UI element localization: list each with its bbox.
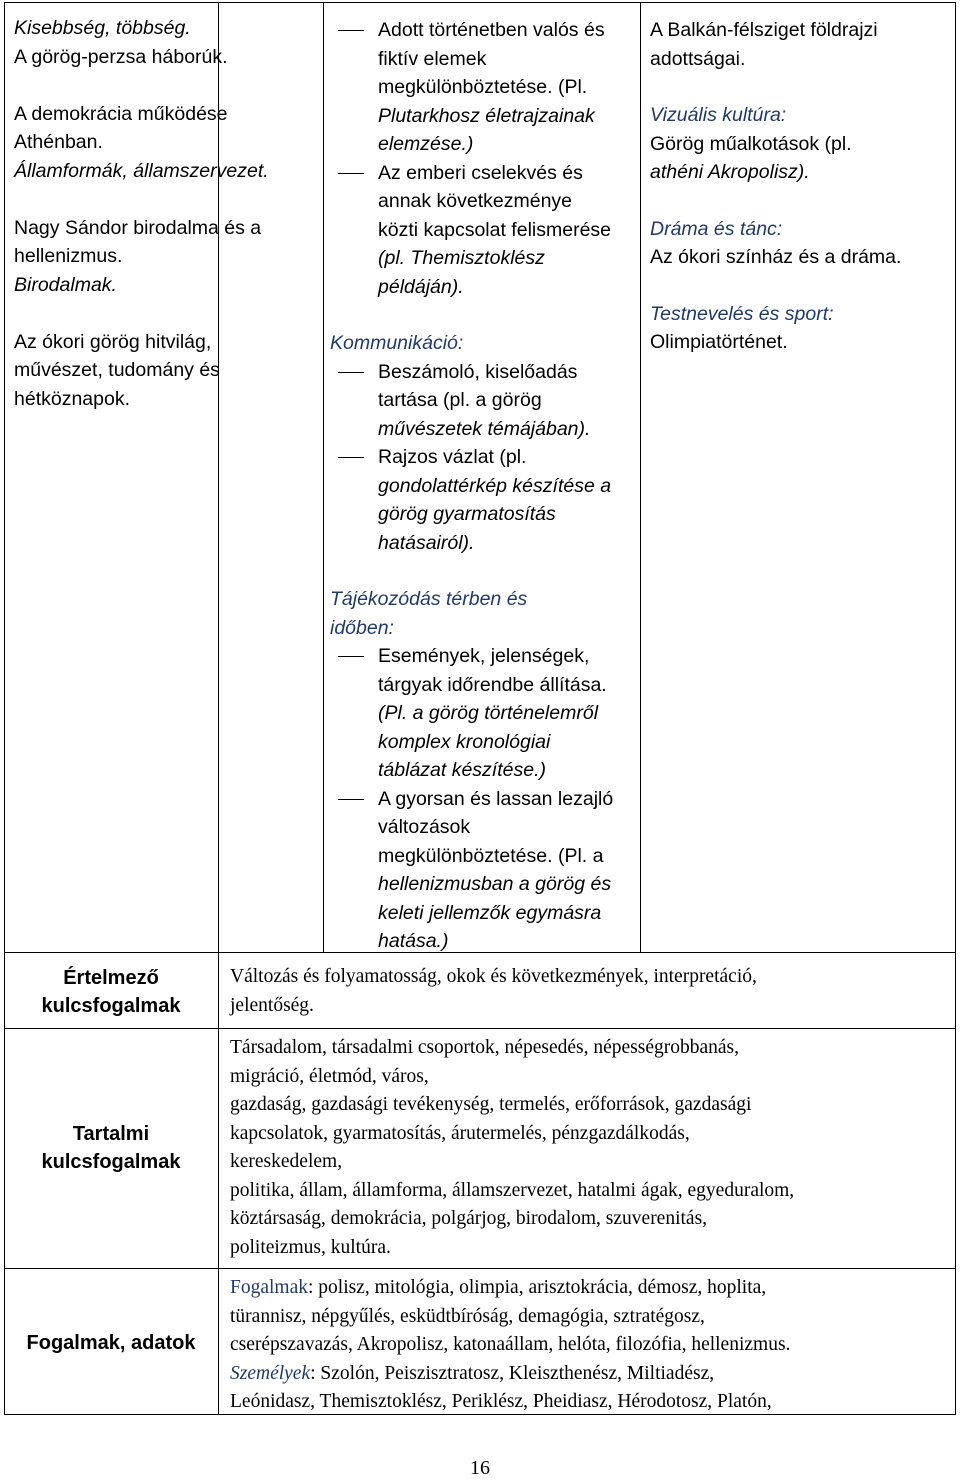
topic-line-text — [14, 74, 19, 96]
spacer — [650, 272, 901, 300]
topic-line — [14, 328, 269, 357]
topic-line — [14, 299, 269, 328]
dev-task-line — [330, 102, 613, 131]
tartalmi-line-text: gazdaság, gazdasági tevékenység, termelés, erőforrások, gazdasági — [230, 1094, 752, 1115]
tajekozodas-line-text: táblázat készítése.) — [378, 759, 546, 781]
tartalmi-label-line-1: Tartalmi — [72, 1123, 150, 1145]
topic-line — [14, 157, 269, 186]
tajekozodas-line — [330, 927, 613, 956]
dev-task-line — [330, 45, 613, 74]
dev-task-line-text: Az emberi cselekvés és — [378, 161, 583, 184]
tajekozodas-heading-line-2: időben: — [330, 616, 394, 639]
tajekozodas-line — [330, 813, 613, 842]
dev-task-line — [330, 187, 613, 216]
tartalmi-line-text: politika, állam, államforma, államszervezet, hatalmi ágak, egyeduralom, — [230, 1179, 795, 1201]
tartalmi-line-text: kapcsolatok, gyarmatosítás, árutermelés, pénzgazdálkodás, — [230, 1122, 690, 1144]
ertelmezo-line-text: jelentőség. — [230, 994, 314, 1016]
tajekozodas-line-text: hatása.) — [378, 930, 449, 952]
spacer — [650, 73, 901, 101]
topic-line-text: Az ókori görög hitvilág, — [14, 330, 212, 353]
drama-heading: Dráma és tánc: — [650, 217, 783, 240]
dev-task-line — [330, 73, 613, 102]
topics-column — [14, 14, 269, 413]
tajekozodas-line — [330, 699, 613, 728]
dash-bullet — [338, 457, 364, 458]
kommunikacio-line — [330, 472, 613, 501]
geo-line-1: A Balkán-félsziget földrajzi — [650, 19, 878, 41]
kommunikacio-line-text: művészetek témájában). — [378, 417, 591, 440]
tartalmi-content — [230, 1034, 794, 1262]
kommunikacio-line-text: tartása (pl. a görög — [378, 389, 542, 411]
tartalmi-line — [230, 1234, 794, 1263]
tartalmi-line-text: politeizmus, kultúra. — [230, 1236, 391, 1258]
dev-task-line-text: Adott történetben valós és — [378, 19, 605, 41]
fogalmak-line-2: türannisz, népgyűlés, esküdtbíróság, demagógia, sztratégosz, — [230, 1305, 705, 1327]
tajekozodas-line — [330, 671, 613, 700]
kommunikacio-line — [330, 358, 613, 387]
row-divider-fogalmak — [4, 1268, 956, 1269]
drama-text: Az ókori színház és a dráma. — [650, 246, 902, 268]
topic-line — [14, 100, 269, 129]
topic-line — [14, 128, 269, 157]
tajekozodas-line — [330, 842, 613, 871]
tartalmi-line-text: migráció, életmód, város, — [230, 1065, 429, 1087]
tajekozodas-line — [330, 756, 613, 785]
topic-line-text: A görög-perzsa háborúk. — [14, 45, 228, 68]
kommunikacio-line — [330, 415, 613, 444]
kommunikacio-line — [330, 500, 613, 529]
topic-line-text: Kisebbség, többség. — [14, 17, 191, 39]
fogalmak-label-text: Fogalmak, adatok — [26, 1332, 196, 1354]
tajekozodas-line-text: változások — [378, 816, 471, 838]
dash-bullet — [338, 30, 364, 31]
kommunikacio-line-text: Beszámoló, kiselőadás — [378, 360, 578, 383]
tajekozodas-line-text: megkülönböztetése. (Pl. a — [378, 844, 604, 867]
tajekozodas-line — [330, 642, 613, 671]
topic-line — [14, 271, 269, 300]
spacer — [330, 557, 613, 585]
tartalmi-line — [230, 1063, 794, 1092]
tartalmi-line — [230, 1177, 794, 1206]
ertelmezo-line-text: Változás és folyamatosság, okok és következmények, interpretáció, — [230, 966, 757, 987]
dev-task-line — [330, 216, 613, 245]
tartalmi-line-text: kereskedelem, — [230, 1151, 343, 1172]
dev-task-line — [330, 130, 613, 159]
topic-line-text: Birodalmak. — [14, 273, 117, 296]
ertelmezo-line — [230, 963, 757, 992]
development-column — [330, 16, 613, 956]
fogalmak-line-1 — [230, 1274, 790, 1303]
fogalmak-term-label: Fogalmak — [230, 1277, 308, 1298]
dev-task-line — [330, 159, 613, 188]
topic-line — [14, 71, 269, 100]
topic-line-text: Athénban. — [14, 131, 103, 153]
dev-task-line-text: fiktív elemek — [378, 47, 487, 70]
spacer — [330, 301, 613, 329]
tajekozodas-list — [330, 642, 613, 956]
topic-line-text: A demokrácia működése — [14, 102, 228, 125]
tajekozodas-line-text: A gyorsan és lassan lezajló — [378, 787, 614, 810]
topic-line — [14, 185, 269, 214]
topic-line — [14, 242, 269, 271]
vizualis-line-2: athéni Akropolisz). — [650, 161, 810, 183]
dash-bullet — [338, 799, 364, 800]
table-right-border — [955, 2, 956, 1414]
dash-bullet — [338, 173, 364, 174]
ertelmezo-label-line-2: kulcsfogalmak — [41, 995, 181, 1017]
dev-task-line-text: (pl. Themisztoklész — [378, 247, 545, 269]
topic-line-text — [14, 302, 19, 324]
tajekozodas-line-text: keleti jellemzők egymásra — [378, 901, 602, 924]
sport-text: Olimpiatörténet. — [650, 331, 788, 353]
topic-line-text: Államformák, államszervezet. — [14, 159, 269, 182]
ertelmezo-label-line-1: Értelmező — [63, 967, 159, 989]
kommunikacio-line — [330, 529, 613, 558]
kommunikacio-line-text: hatásairól). — [378, 531, 475, 554]
topic-line — [14, 385, 269, 414]
dev-task-line — [330, 244, 613, 273]
sport-heading: Testnevelés és sport: — [650, 302, 834, 325]
tartalmi-line — [230, 1205, 794, 1234]
fogalmak-line-5: Leónidasz, Themisztoklész, Periklész, Pheidiasz, Hérodotosz, Platón, — [230, 1391, 772, 1412]
dev-task-line — [330, 16, 613, 45]
dev-task-line-text: megkülönböztetése. (Pl. — [378, 76, 588, 98]
ertelmezo-label — [5, 964, 217, 1020]
column-divider-3 — [640, 2, 641, 952]
page-number: 16 — [470, 1457, 490, 1479]
fogalmak-line-3: cserépszavazás, Akropolisz, katonaállam, helóta, filozófia, hellenizmus. — [230, 1334, 791, 1355]
tartalmi-label-line-2: kulcsfogalmak — [41, 1151, 181, 1173]
tajekozodas-line-text: hellenizmusban a görög és — [378, 873, 612, 895]
fogalmak-line-4 — [230, 1360, 790, 1389]
tajekozodas-line — [330, 728, 613, 757]
dash-bullet — [338, 372, 364, 373]
tajekozodas-line-text: komplex kronológiai — [378, 730, 551, 753]
dev-task-line-text: példáján). — [378, 275, 464, 298]
table-left-border — [4, 2, 5, 1414]
column-divider-2 — [323, 2, 324, 952]
dev-task-line-text: annak következménye — [378, 190, 573, 212]
tajekozodas-line — [330, 899, 613, 928]
tajekozodas-line — [330, 785, 613, 814]
tartalmi-label — [5, 1120, 217, 1176]
topic-line-text: hétköznapok. — [14, 387, 131, 410]
dev-task-line — [330, 273, 613, 302]
tajekozodas-line — [330, 870, 613, 899]
topic-line — [14, 214, 269, 243]
tajekozodas-line-text: tárgyak időrendbe állítása. — [378, 673, 607, 696]
vizualis-line-1: Görög műalkotások (pl. — [650, 132, 852, 155]
topic-line-text: Nagy Sándor birodalma és a — [14, 216, 262, 239]
topic-line-text — [14, 188, 19, 210]
spacer — [650, 187, 901, 215]
geo-line-2: adottságai. — [650, 47, 746, 70]
dev-task-line-text: elemzése.) — [378, 133, 474, 155]
fogalmak-line-4-text: : Szolón, Peiszisztratosz, Kleiszthenész, Miltiadész, — [310, 1362, 715, 1384]
dev-task-list — [330, 16, 613, 301]
tajekozodas-line-text: Események, jelenségek, — [378, 645, 590, 667]
kommunikacio-line — [330, 443, 613, 472]
topic-line-text: művészet, tudomány és — [14, 359, 220, 381]
dev-task-line-text: közti kapcsolat felismerése — [378, 218, 612, 241]
dash-bullet — [338, 656, 364, 657]
topic-line-text: hellenizmus. — [14, 245, 123, 267]
fogalmak-line-1-text: : polisz, mitológia, olimpia, arisztokrácia, démosz, hoplita, — [308, 1277, 767, 1298]
tartalmi-line — [230, 1091, 794, 1120]
topic-line — [14, 356, 269, 385]
vizualis-heading: Vizuális kultúra: — [650, 104, 787, 126]
connections-column — [650, 16, 901, 357]
kommunikacio-list — [330, 358, 613, 558]
ertelmezo-line — [230, 992, 757, 1021]
topic-line — [14, 14, 269, 43]
tartalmi-line-text: Társadalom, társadalmi csoportok, népesedés, népességrobbanás, — [230, 1037, 739, 1058]
tartalmi-line — [230, 1120, 794, 1149]
kommunikacio-line-text: görög gyarmatosítás — [378, 503, 556, 525]
table-top-border — [4, 2, 956, 3]
tartalmi-line — [230, 1034, 794, 1063]
topic-line — [14, 43, 269, 72]
kommunikacio-line — [330, 386, 613, 415]
szemelyek-term-label: Személyek — [230, 1362, 311, 1384]
tajekozodas-heading-line-1: Tájékozódás térben és — [330, 588, 528, 610]
tajekozodas-line-text: (Pl. a görög történelemről — [378, 702, 599, 724]
dev-task-line-text: Plutarkhosz életrajzainak — [378, 104, 595, 127]
fogalmak-content — [230, 1274, 790, 1417]
tartalmi-line — [230, 1148, 794, 1177]
kommunikacio-line-text: Rajzos vázlat (pl. — [378, 446, 527, 468]
kommunikacio-line-text: gondolattérkép készítése a — [378, 474, 612, 497]
kommunikacio-heading: Kommunikáció: — [330, 332, 464, 354]
ertelmezo-content — [230, 963, 757, 1020]
row-divider-tartalmi — [4, 1028, 956, 1029]
tartalmi-line-text: köztársaság, demokrácia, polgárjog, birodalom, szuverenitás, — [230, 1208, 708, 1229]
fogalmak-label — [5, 1329, 217, 1357]
